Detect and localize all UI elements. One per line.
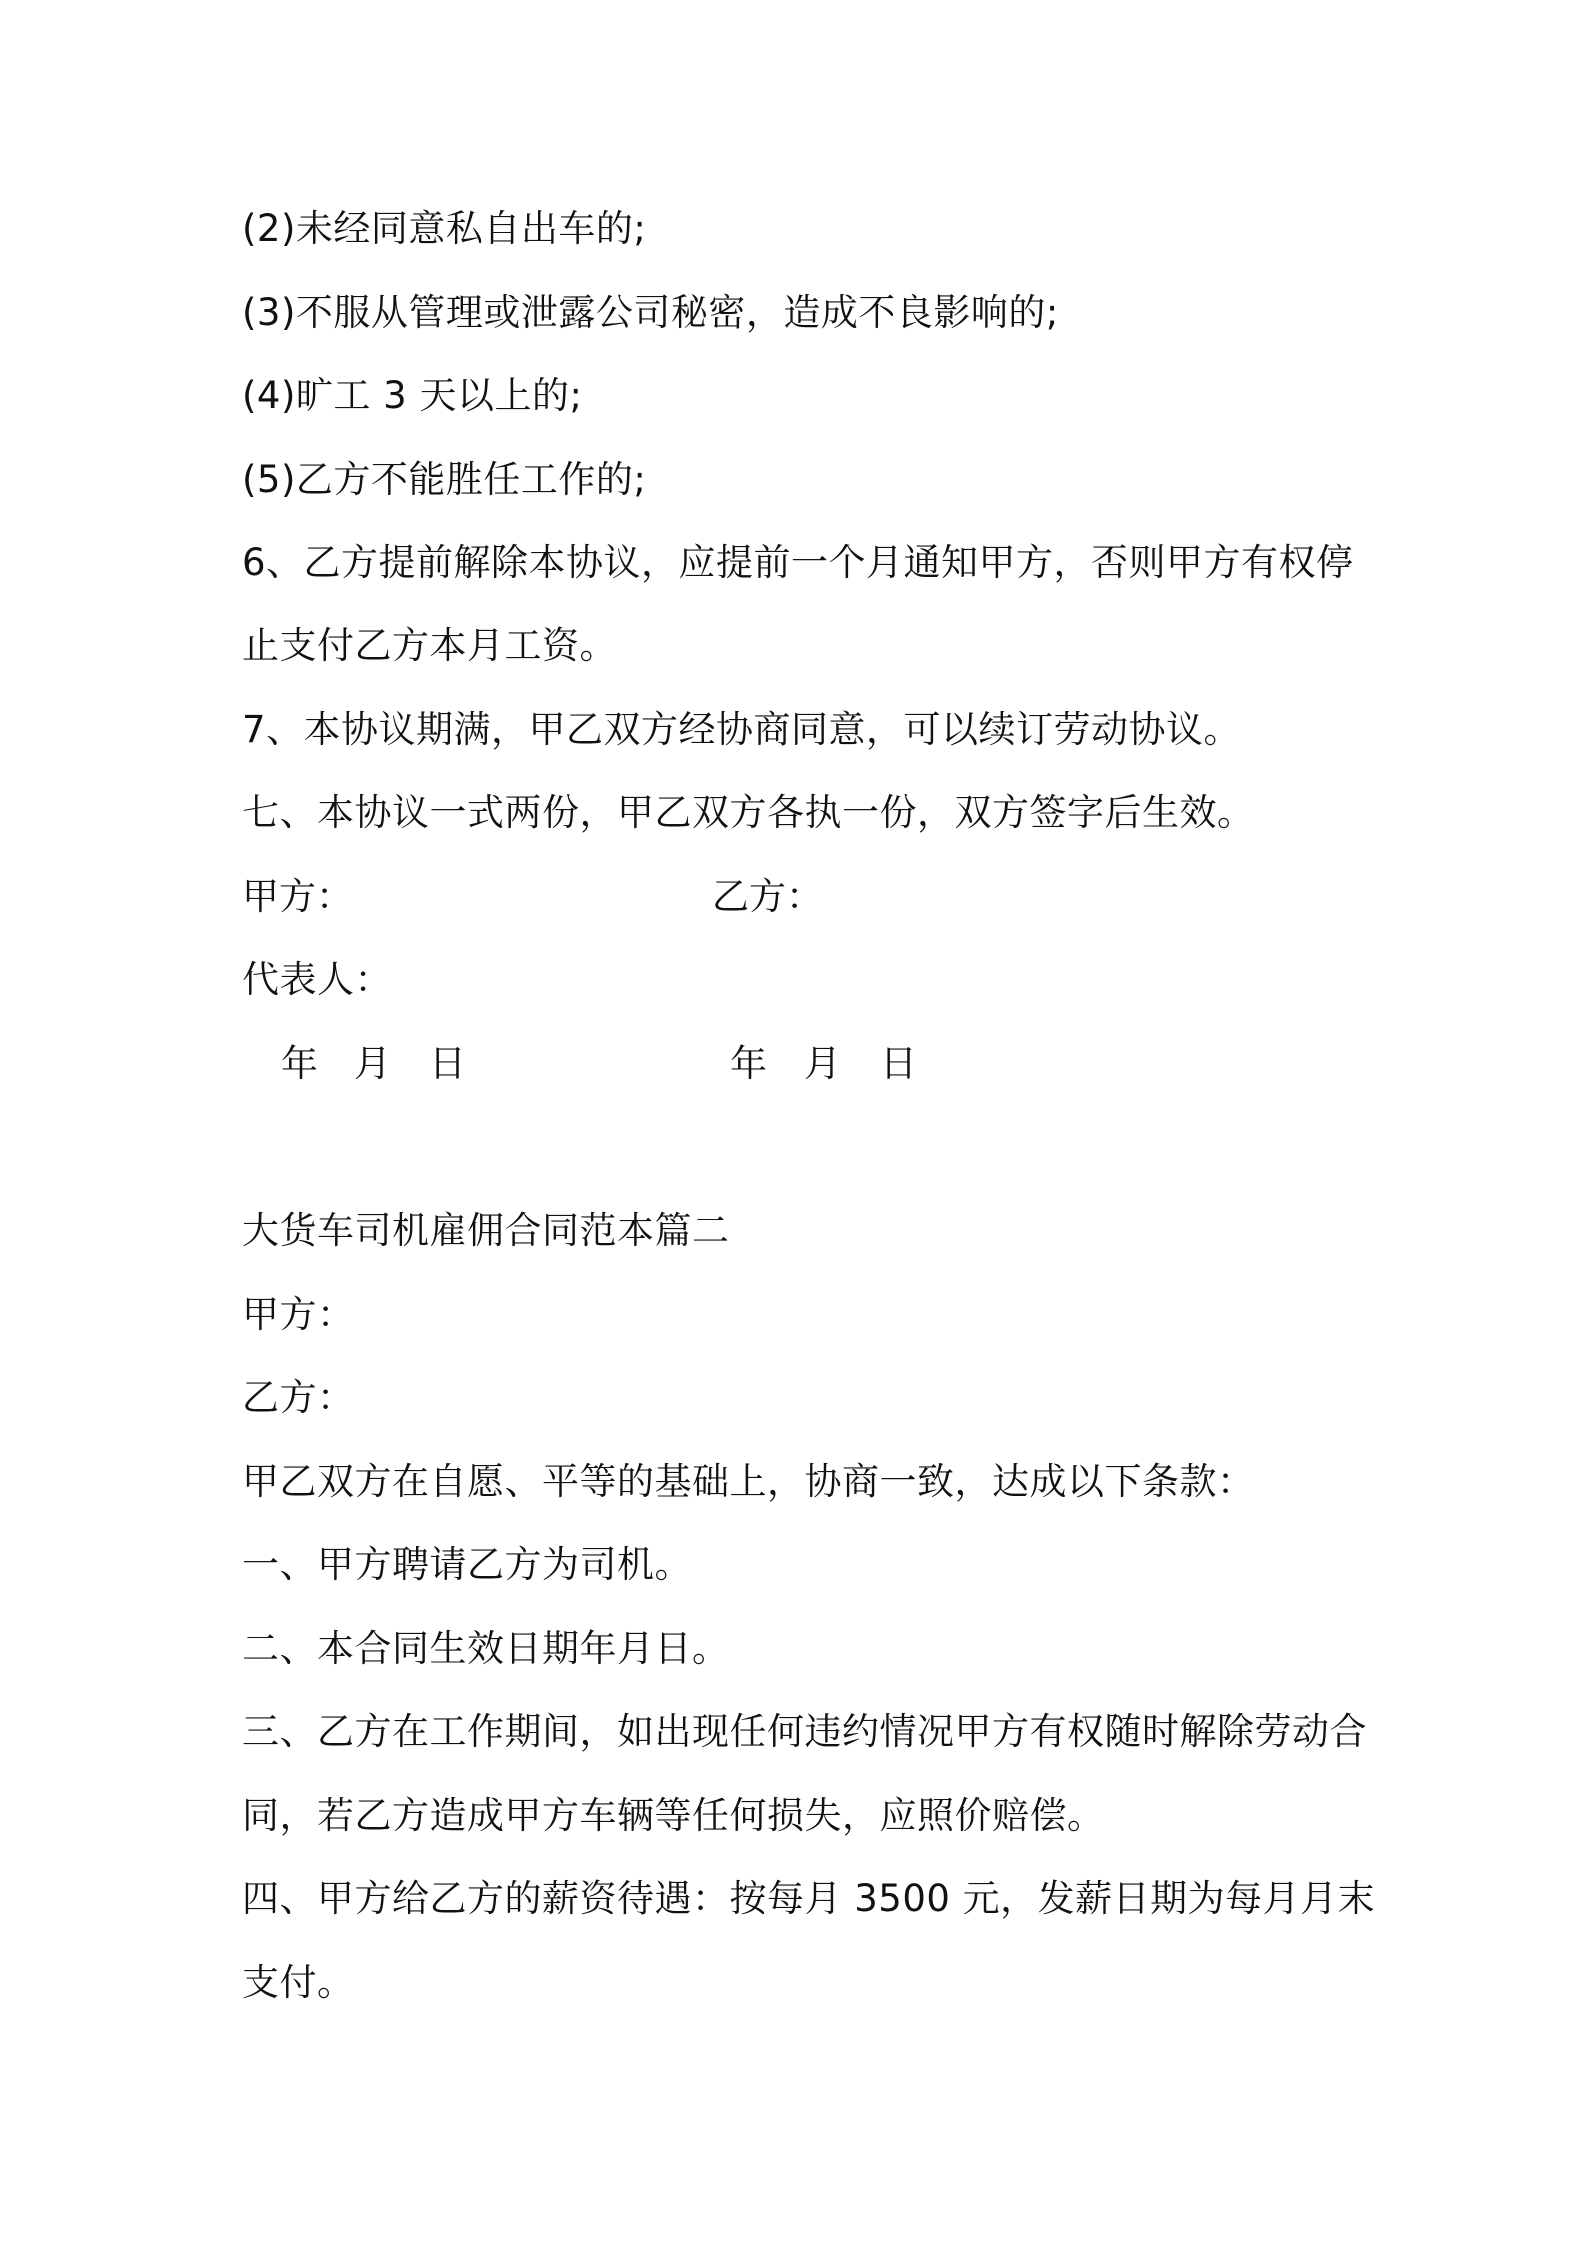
date-b-year: 年 xyxy=(730,1042,767,1085)
clause-line: (2)未经同意私自出车的; xyxy=(242,207,647,250)
clause-line: 同，若乙方造成甲方车辆等任何损失，应照价赔偿。 xyxy=(242,1794,1105,1837)
signature-date-row xyxy=(0,1040,1586,1088)
clause-line: 7、本协议期满，甲乙双方经协商同意，可以续订劳动协议。 xyxy=(242,708,1242,751)
party-b-label: 乙方： xyxy=(712,875,823,918)
date-b-day: 日 xyxy=(880,1042,917,1085)
clause-line: 支付。 xyxy=(242,1961,355,2004)
clause-line: 二、本合同生效日期年月日。 xyxy=(242,1627,730,1670)
section-title: 大货车司机雇佣合同范本篇二 xyxy=(242,1209,730,1252)
clause-line: 三、乙方在工作期间，如出现任何违约情况甲方有权随时解除劳动合 xyxy=(242,1710,1367,1753)
signature-parties-row xyxy=(242,873,1342,921)
party-a-label: 甲方： xyxy=(242,1293,355,1336)
clause-line: 七、本协议一式两份，甲乙双方各执一份，双方签字后生效。 xyxy=(242,791,1255,834)
clause-line: (3)不服从管理或泄露公司秘密，造成不良影响的; xyxy=(242,291,1059,334)
date-a-day: 日 xyxy=(429,1042,466,1085)
date-a-month: 月 xyxy=(354,1042,391,1085)
representative-label: 代表人： xyxy=(242,958,392,1001)
date-a-year: 年 xyxy=(281,1042,318,1085)
clause-line: 6、乙方提前解除本协议，应提前一个月通知甲方，否则甲方有权停 xyxy=(242,541,1354,584)
party-a-label: 甲方： xyxy=(242,875,353,918)
clause-line: (5)乙方不能胜任工作的; xyxy=(242,458,647,501)
clause-line: 止支付乙方本月工资。 xyxy=(242,624,617,667)
date-b-month: 月 xyxy=(804,1042,841,1085)
clause-line: 甲乙双方在自愿、平等的基础上，协商一致，达成以下条款： xyxy=(242,1460,1255,1503)
clause-line: 一、甲方聘请乙方为司机。 xyxy=(242,1543,692,1586)
clause-line: (4)旷工 3 天以上的; xyxy=(242,374,583,417)
party-b-label: 乙方： xyxy=(242,1376,355,1419)
clause-line: 四、甲方给乙方的薪资待遇：按每月 3500 元，发薪日期为每月月末 xyxy=(242,1877,1376,1920)
